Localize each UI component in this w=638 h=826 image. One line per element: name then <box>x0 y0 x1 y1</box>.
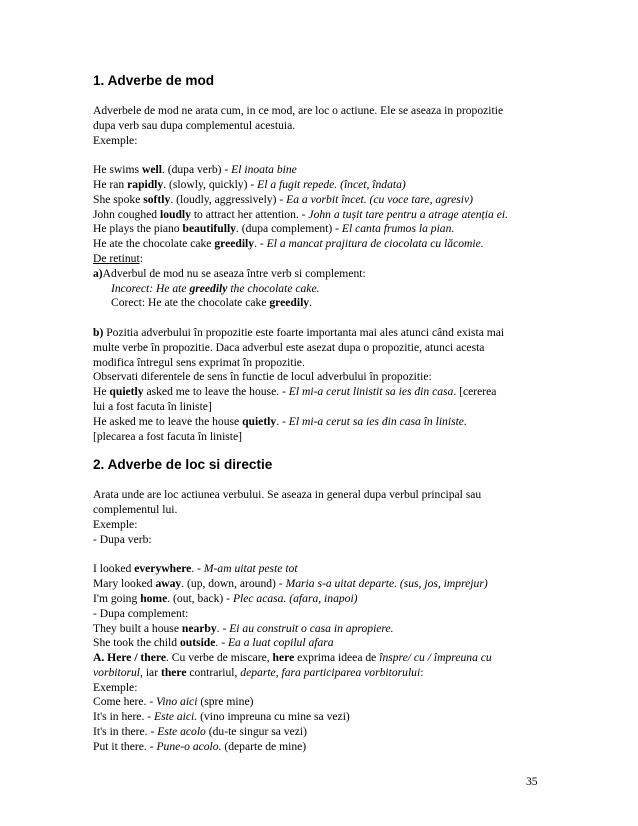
paragraph-line: Exemple: <box>93 517 138 531</box>
paragraph-line: complementul lui. <box>93 503 178 517</box>
paragraph-line: - Dupa complement: <box>93 606 189 620</box>
paragraph-line: lui a fost facuta în liniste] <box>93 399 212 413</box>
example-line: It's in here. - Este aici. (vino impreuna cu mine sa vezi) <box>93 710 350 724</box>
example-line: Mary looked away. (up, down, around) - Maria s-a uitat departe. (sus, jos, imprejur) <box>93 577 488 591</box>
paragraph-line: [plecarea a fost facuta în liniste] <box>93 429 243 443</box>
paragraph-line: modifica întregul sens exprimat în propozitie. <box>93 355 305 369</box>
section-heading: 2. Adverbe de loc si directie <box>93 457 273 473</box>
paragraph-line: Exemple: <box>93 680 138 694</box>
paragraph-line: Observati diferentele de sens în functie de locul adverbului în propozitie: <box>93 370 432 384</box>
correct-example: Corect: He ate the chocolate cake greedily. <box>111 296 312 310</box>
example-line: John coughed loudly to attract her attention. - John a tușit tare pentru a atrage atenția ei. <box>93 207 508 221</box>
example-line: He plays the piano beautifully. (dupa complement) - El canta frumos la pian. <box>93 222 455 236</box>
section-heading: 1. Adverbe de mod <box>93 73 215 88</box>
example-line: He swims well. (dupa verb) - El inoata bine <box>93 163 297 177</box>
note-heading: De retinut: <box>93 251 143 265</box>
paragraph-line: Adverbele de mod ne arata cum, in ce mod, are loc o actiune. Ele se aseaza in propozitie <box>93 104 504 117</box>
example-line: Come here. - Vino aici (spre mine) <box>93 695 254 709</box>
paragraph-line: dupa verb sau dupa complementul acestuia. <box>93 118 296 132</box>
example-line: He asked me to leave the house quietly. - El mi-a cerut sa ies din casa în liniste. <box>93 414 467 428</box>
example-line: She spoke softly. (loudly, aggressively) - Ea a vorbit încet. (cu voce tare, agresiv) <box>93 192 473 206</box>
rule-here-there-cont: vorbitorul, iar there contrariul, departe, fara participarea vorbitorului: <box>93 665 424 679</box>
page-number: 35 <box>526 775 538 788</box>
rule-a: a)Adverbul de mod nu se aseaza între verb si complement: <box>93 266 366 280</box>
rule-here-there: A. Here / there. Cu verbe de miscare, here exprima ideea de înspre/ cu / împreuna cu <box>93 651 492 665</box>
example-line: It's in there. - Este acolo (du-te singur sa vezi) <box>93 725 307 739</box>
example-line: I looked everywhere. - M-am uitat peste tot <box>93 562 298 576</box>
example-line: He quietly asked me to leave the house. - El mi-a cerut linistit sa ies din casa. [cererea <box>93 385 497 399</box>
paragraph-line: Arata unde are loc actiunea verbului. Se aseaza in general dupa verbul principal sau <box>93 488 482 502</box>
example-line: He ran rapidly. (slowly, quickly) - El a fugit repede. (încet, îndata) <box>93 177 406 191</box>
example-line: She took the child outside. - Ea a luat copilul afara <box>93 636 334 650</box>
paragraph-line: multe verbe în propozitie. Daca adverbul este asezat dupa o propozitie, atunci acesta <box>93 340 485 354</box>
example-line: Put it there. - Pune-o acolo. (departe de mine) <box>93 739 307 753</box>
paragraph-line: - Dupa verb: <box>93 532 152 546</box>
page-content <box>93 72 553 755</box>
example-line: I'm going home. (out, back) - Plec acasa. (afara, inapoi) <box>93 591 358 605</box>
example-line: They built a house nearby. - Ei au construit o casa in apropiere. <box>93 621 394 635</box>
incorrect-example: Incorect: He ate greedily the chocolate cake. <box>111 281 320 295</box>
paragraph-line: Exemple: <box>93 133 138 147</box>
example-line: He ate the chocolate cake greedily. - El a mancat prajitura de ciocolata cu lăcomie. <box>93 237 484 251</box>
rule-b: b) Pozitia adverbului în propozitie este foarte importanta mai ales atunci când exista mai <box>93 325 505 339</box>
